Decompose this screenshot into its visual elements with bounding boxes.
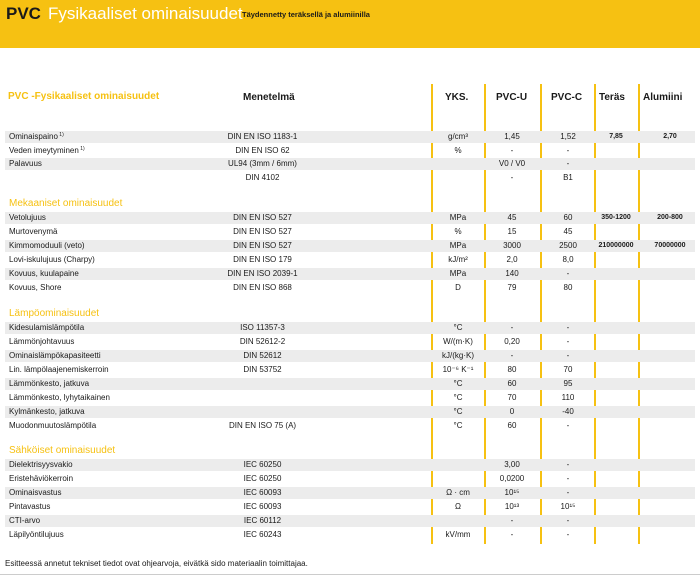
pvcc-cell: 95 (563, 379, 573, 388)
unit-cell: °C (453, 407, 463, 416)
table-row (5, 350, 695, 362)
property-name: Ominaisvastus (9, 488, 62, 497)
method-cell: ISO 11357-3 (240, 323, 285, 332)
property-name: Vetolujuus (9, 213, 46, 222)
table-row (5, 268, 695, 280)
property-name: Lämmönkesto, lyhytaikainen (9, 393, 110, 402)
pvcu-cell: 70 (507, 393, 517, 402)
unit-cell: kJ/(kg·K) (442, 351, 474, 360)
header-method: Menetelmä (243, 92, 295, 103)
table-row (5, 406, 695, 418)
pvcu-cell: 0,0200 (499, 474, 525, 483)
method-cell: IEC 60093 (243, 488, 282, 497)
method-cell: UL94 (3mm / 6mm) (228, 159, 297, 168)
method-cell: DIN 52612 (243, 351, 282, 360)
pvcu-cell: - (510, 351, 514, 360)
pvcu-cell: 0 (509, 407, 515, 416)
header-steel: Teräs (599, 92, 625, 103)
table-row (5, 378, 695, 390)
pvcu-cell: 3,00 (504, 460, 520, 469)
pvcu-cell: 2,0 (506, 255, 518, 264)
steel-cell: 210000000 (598, 242, 634, 249)
pvcc-cell: 110 (561, 393, 575, 402)
method-cell: IEC 60112 (243, 516, 282, 525)
unit-cell: °C (453, 393, 463, 402)
unit-cell: MPa (449, 269, 467, 278)
method-cell: DIN EN ISO 527 (233, 227, 292, 236)
table-row (5, 240, 695, 252)
pvcc-cell: - (566, 460, 570, 469)
pvcc-cell: - (566, 146, 570, 155)
unit-cell: MPa (449, 213, 467, 222)
footnote-marker: 1) (57, 132, 64, 138)
property-name: Murtovenymä (9, 227, 58, 236)
pvcc-cell: 2500 (559, 241, 577, 250)
pvcc-cell: 10¹⁵ (560, 502, 576, 511)
pvcc-cell: - (566, 351, 570, 360)
pvcu-cell: 10¹³ (504, 502, 520, 511)
header-unit: YKS. (445, 92, 469, 103)
pvcc-cell: - (566, 530, 570, 539)
property-name: Palavuus (9, 159, 42, 168)
pvcc-cell: 45 (563, 227, 573, 236)
table-row (5, 336, 695, 348)
property-name: Kovuus, Shore (9, 283, 62, 292)
table-row (5, 473, 695, 485)
unit-cell: W/(m·K) (443, 337, 473, 346)
unit-cell: °C (453, 323, 463, 332)
bottom-rule (0, 574, 700, 575)
pvcc-cell: 70 (563, 365, 573, 374)
property-name: Ominaispaino $^{1)}$ (9, 132, 64, 141)
unit-cell: MPa (449, 241, 467, 250)
pvcc-cell: - (566, 421, 570, 430)
unit-cell: Ω · cm (446, 488, 470, 497)
table-row (5, 322, 695, 334)
pvcc-cell: 80 (563, 283, 573, 292)
pvcc-cell: 8,0 (562, 255, 574, 264)
table-row (5, 487, 695, 499)
unit-cell: Ω (455, 502, 461, 511)
pvcu-cell: - (510, 516, 514, 525)
footer-note: Esitteessä annetut tekniset tiedot ovat ohjearvoja, eivätkä sido materiaalin toimittajaa. (5, 559, 308, 568)
pvcu-cell: 15 (507, 227, 517, 236)
section-title-mechanical: Mekaaniset ominaisuudet (9, 198, 123, 209)
pvcu-cell: 3000 (503, 241, 521, 250)
section-title-thermal: Lämpöominaisuudet (9, 308, 100, 319)
unit-cell: kJ/m² (448, 255, 468, 264)
header-title: Fysikaaliset ominaisuudet (48, 4, 243, 23)
property-name: Kidesulamislämpötila (9, 323, 85, 332)
method-cell: DIN EN ISO 527 (233, 241, 292, 250)
method-cell: IEC 60243 (243, 530, 282, 539)
property-name: Ominaislämpökapasiteetti (9, 351, 101, 360)
pvcu-cell: 10¹⁵ (504, 488, 520, 497)
table-row (5, 420, 695, 432)
pvcu-cell: - (510, 530, 514, 539)
property-name: Eristehäviökerroin (9, 474, 74, 483)
table-row (5, 131, 695, 143)
unit-cell: % (454, 227, 462, 236)
method-cell: DIN EN ISO 527 (233, 213, 292, 222)
property-name: Lämmönkesto, jatkuva (9, 379, 90, 388)
method-cell: DIN EN ISO 179 (233, 255, 292, 264)
table-row (5, 172, 695, 184)
header-subtitle: Täydennetty teräksellä ja alumiinilla (242, 10, 370, 19)
unit-cell: 10⁻⁶ K⁻¹ (442, 365, 474, 374)
table-row (5, 459, 695, 471)
pvcc-cell: - (566, 516, 570, 525)
unit-cell: kV/mm (445, 530, 471, 539)
table-row (5, 145, 695, 157)
page-header (0, 0, 700, 48)
pvcc-cell: 1,52 (560, 132, 576, 141)
pvcc-cell: - (566, 337, 570, 346)
property-name: Kylmänkesto, jatkuva (9, 407, 85, 416)
pvcu-cell: 80 (507, 365, 517, 374)
pvcu-cell: 1,45 (504, 132, 520, 141)
pvcu-cell: 140 (505, 269, 519, 278)
aluminium-cell: 2,70 (663, 133, 677, 140)
unit-cell: D (455, 283, 461, 292)
pvcu-cell: - (510, 173, 514, 182)
pvcu-cell: V0 / V0 (498, 159, 526, 168)
header-pvcc: PVC-C (551, 92, 583, 103)
table-title: PVC -Fysikaaliset ominaisuudet (8, 91, 160, 102)
unit-cell: g/cm³ (448, 132, 468, 141)
section-title-electrical: Sähköiset ominaisuudet (9, 445, 116, 456)
aluminium-cell: 70000000 (654, 242, 686, 249)
header-pvcu: PVC-U (496, 92, 528, 103)
method-cell: DIN EN ISO 2039-1 (227, 269, 298, 278)
property-name: CTI-arvo (9, 516, 41, 525)
method-cell: DIN EN ISO 62 (235, 146, 290, 155)
method-cell: DIN 53752 (243, 365, 282, 374)
method-cell: DIN EN ISO 75 (A) (228, 421, 297, 430)
pvcc-cell: - (566, 269, 570, 278)
header-aluminium: Alumiini (643, 92, 683, 103)
pvcc-cell: 60 (563, 213, 573, 222)
steel-cell: 350-1200 (601, 214, 631, 221)
pvcu-cell: 60 (507, 421, 517, 430)
aluminium-cell: 200-800 (657, 214, 683, 221)
pvcu-cell: 0,20 (504, 337, 520, 346)
steel-cell: 7,85 (609, 133, 623, 140)
pvcc-cell: - (566, 323, 570, 332)
property-name: Veden imeytyminen $^{1)}$ (9, 146, 85, 155)
table-row (5, 254, 695, 266)
table-row (5, 501, 695, 513)
pvcu-cell: 79 (507, 283, 517, 292)
pvcu-cell: - (510, 323, 514, 332)
table-row (5, 282, 695, 294)
pvcc-cell: B1 (563, 173, 573, 182)
method-cell: DIN 52612-2 (239, 337, 286, 346)
table-row (5, 515, 695, 527)
method-cell: DIN 4102 (245, 173, 280, 182)
property-name: Lin. lämpölaajenemiskerroin (9, 365, 109, 374)
pvcc-cell: - (566, 159, 570, 168)
table-row (5, 226, 695, 238)
table-row (5, 364, 695, 376)
property-name: Läpilyöntilujuus (9, 530, 64, 539)
footnote-marker: 1) (78, 146, 85, 152)
method-cell: DIN EN ISO 868 (233, 283, 292, 292)
unit-cell: % (454, 146, 462, 155)
table-row (5, 529, 695, 541)
property-name: Pintavastus (9, 502, 51, 511)
pvcc-cell: - (566, 488, 570, 497)
pvcc-cell: - (566, 474, 570, 483)
unit-cell: °C (453, 421, 463, 430)
property-name: Lämmönjohtavuus (9, 337, 75, 346)
property-name: Kimmomoduuli (veto) (9, 241, 85, 250)
pvcu-cell: 60 (507, 379, 517, 388)
table-row (5, 158, 695, 170)
table-row (5, 212, 695, 224)
method-cell: IEC 60093 (243, 502, 282, 511)
unit-cell: °C (453, 379, 463, 388)
property-name: Kovuus, kuulapaine (9, 269, 79, 278)
property-name: Lovi-iskulujuus (Charpy) (9, 255, 95, 264)
pvcu-cell: - (510, 146, 514, 155)
header-pvc: PVC (6, 4, 41, 23)
property-name: Muodonmuutoslämpötila (9, 421, 97, 430)
pvcc-cell: -40 (562, 407, 574, 416)
method-cell: IEC 60250 (243, 460, 282, 469)
table-row (5, 392, 695, 404)
method-cell: IEC 60250 (243, 474, 282, 483)
method-cell: DIN EN ISO 1183-1 (227, 132, 298, 141)
pvcu-cell: 45 (507, 213, 517, 222)
property-name: Dielektrisyysvakio (9, 460, 73, 469)
